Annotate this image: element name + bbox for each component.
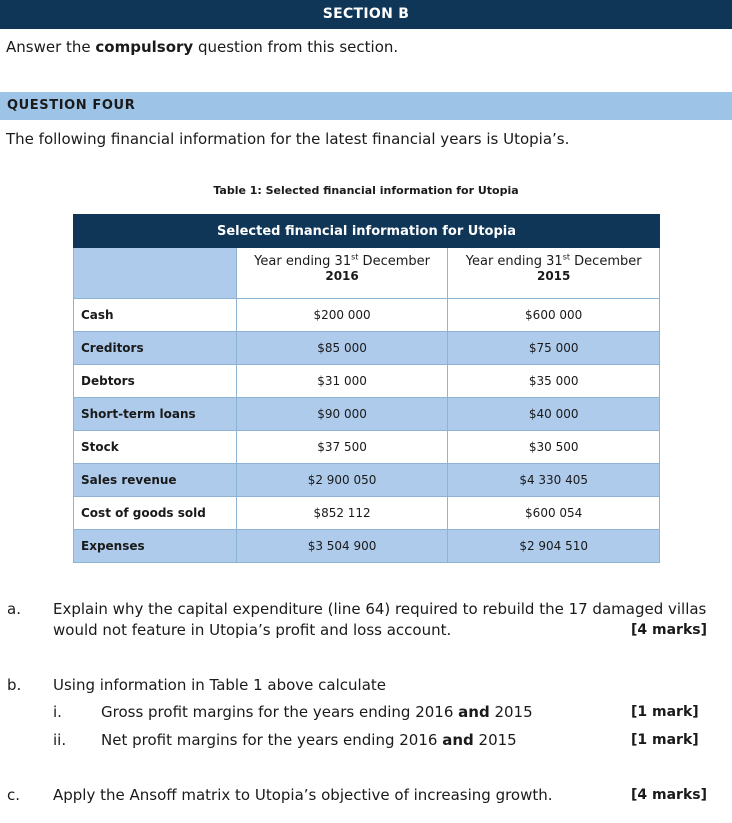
question-b-ii-bold: and (442, 731, 474, 749)
table-row (74, 398, 660, 431)
value-2015: $30 500 (448, 431, 660, 464)
question-b-i-text (101, 703, 533, 721)
value-2016: $852 112 (236, 497, 448, 530)
value-2016: $3 504 900 (236, 530, 448, 563)
question-b-i-marks: [1 mark] (631, 704, 699, 720)
blank-header-cell (74, 248, 237, 299)
value-2016: $85 000 (236, 332, 448, 365)
question-b-ii-text (101, 731, 517, 749)
row-label: Cash (74, 299, 237, 332)
row-label: Cost of goods sold (74, 497, 237, 530)
question-c-letter: c. (7, 786, 21, 804)
question-c (0, 786, 732, 810)
row-label: Debtors (74, 365, 237, 398)
question-a-line2: would not feature in Utopia’s profit and loss account. (53, 621, 452, 639)
question-header: QUESTION FOUR (0, 92, 732, 120)
value-2016: $200 000 (236, 299, 448, 332)
question-b-ii-num: ii. (53, 731, 67, 749)
question-b-text: Using information in Table 1 above calculate (53, 676, 387, 694)
row-label: Short-term loans (74, 398, 237, 431)
question-c-text: Apply the Ansoff matrix to Utopia’s objective of increasing growth. (53, 786, 553, 804)
question-b-i-bold: and (458, 703, 490, 721)
col-header-2015-year: 2015 (536, 269, 571, 284)
table-caption: Table 1: Selected financial information for Utopia (213, 184, 519, 197)
col-header-2015 (448, 248, 660, 299)
table-row (74, 530, 660, 563)
intro-text: The following financial information for the latest financial years is Utopia’s. (6, 130, 570, 148)
value-2015: $600 054 (448, 497, 660, 530)
table-header: Selected financial information for Utopia (74, 215, 660, 248)
question-c-marks: [4 marks] (631, 787, 707, 803)
section-header: SECTION B (0, 0, 732, 29)
row-label: Sales revenue (74, 464, 237, 497)
table-row (74, 332, 660, 365)
value-2015: $40 000 (448, 398, 660, 431)
table-row (74, 431, 660, 464)
col-header-2016-year: 2016 (325, 269, 359, 284)
value-2016: $90 000 (236, 398, 448, 431)
col-header-2016 (236, 248, 448, 299)
table-row (74, 299, 660, 332)
instruction-suffix: question from this section. (193, 38, 399, 56)
row-label: Stock (74, 431, 237, 464)
instruction-prefix: Answer the (6, 38, 96, 56)
question-a (0, 600, 732, 644)
col-header-2016-label: Year ending 31st December (254, 253, 430, 270)
question-b-ii-pre: Net profit margins for the years ending 2016 (101, 731, 443, 749)
question-a-letter: a. (7, 600, 21, 618)
instruction-text (6, 38, 398, 56)
value-2015: $600 000 (448, 299, 660, 332)
value-2016: $31 000 (236, 365, 448, 398)
question-b-ii-post: 2015 (473, 731, 517, 749)
question-b (0, 676, 732, 756)
table-row (74, 497, 660, 530)
table-row (74, 464, 660, 497)
row-label: Creditors (74, 332, 237, 365)
financial-table (73, 214, 660, 563)
question-a-line1: Explain why the capital expenditure (line 64) required to rebuild the 17 damaged villas (53, 600, 707, 618)
instruction-bold: compulsory (95, 38, 194, 56)
row-label: Expenses (74, 530, 237, 563)
value-2015: $4 330 405 (448, 464, 660, 497)
value-2016: $37 500 (236, 431, 448, 464)
value-2016: $2 900 050 (236, 464, 448, 497)
question-b-i-num: i. (53, 703, 62, 721)
value-2015: $75 000 (448, 332, 660, 365)
question-b-ii-marks: [1 mark] (631, 732, 699, 748)
question-a-marks: [4 marks] (631, 622, 707, 638)
col-header-2015-label: Year ending 31st December (465, 253, 642, 270)
question-b-i-pre: Gross profit margins for the years ending 2016 (101, 703, 459, 721)
question-b-letter: b. (7, 676, 22, 694)
table-row (74, 365, 660, 398)
value-2015: $35 000 (448, 365, 660, 398)
question-b-i-post: 2015 (489, 703, 533, 721)
value-2015: $2 904 510 (448, 530, 660, 563)
